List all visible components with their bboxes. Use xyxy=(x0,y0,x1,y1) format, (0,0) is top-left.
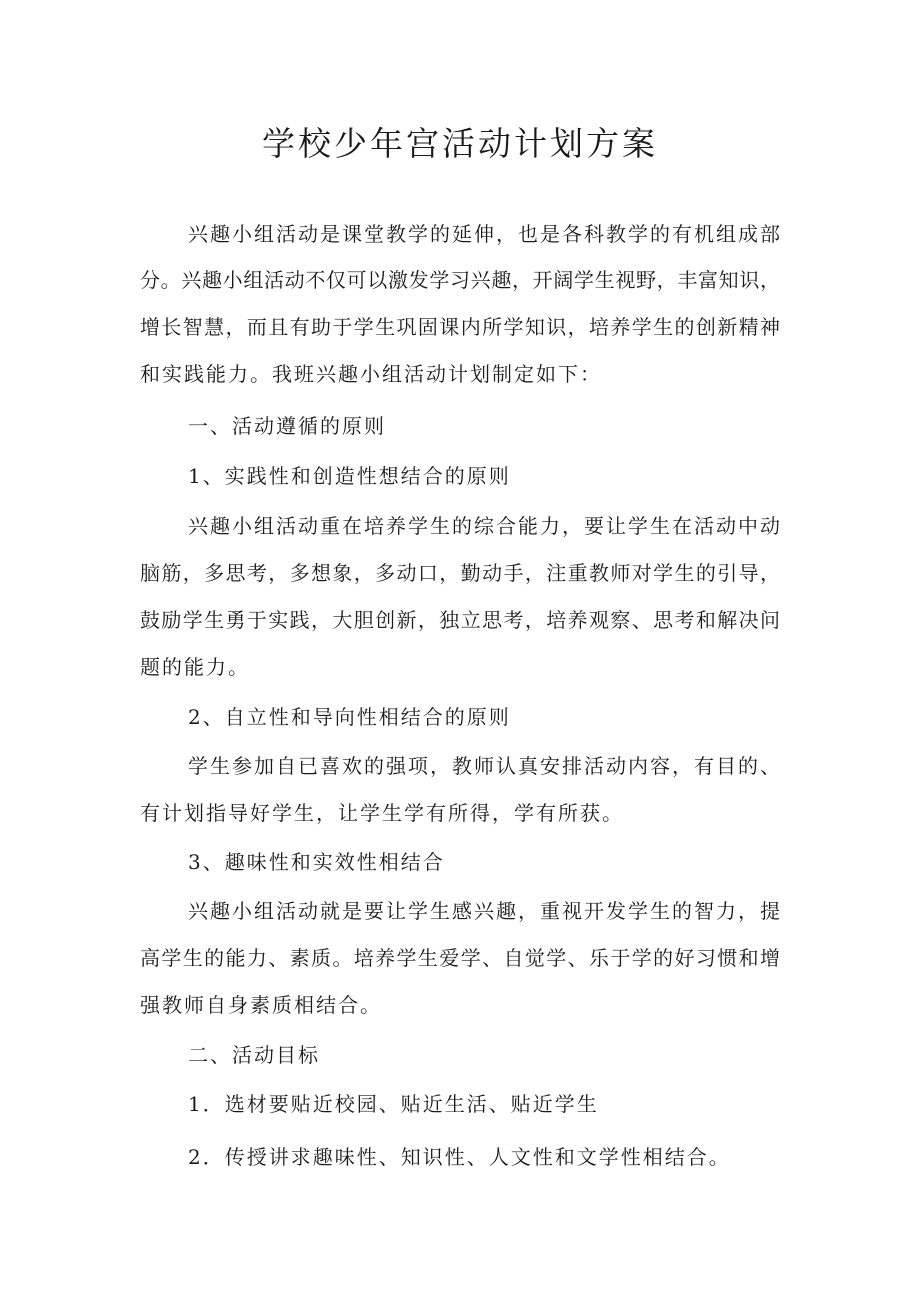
paragraph-line: 兴趣小组活动重在培养学生的综合能力，要让学生在活动中动 xyxy=(188,514,782,538)
paragraph-line: 兴趣小组活动是课堂教学的延伸，也是各科教学的有机组成部 xyxy=(188,222,782,246)
paragraph-line: 分。兴趣小组活动不仅可以激发学习兴趣，开阔学生视野，丰富知识， xyxy=(140,268,780,292)
section-heading: 一、活动遵循的原则 xyxy=(188,414,386,438)
subsection-heading: 3、趣味性和实效性相结合 xyxy=(188,850,445,874)
list-item: 1．选材要贴近校园、贴近生活、贴近学生 xyxy=(188,1092,599,1116)
section-heading: 二、活动目标 xyxy=(188,1043,320,1067)
subsection-heading: 1、实践性和创造性想结合的原则 xyxy=(188,464,511,488)
list-item: 2．传授讲求趣味性、知识性、人文性和文学性相结合。 xyxy=(188,1145,731,1169)
paragraph-line: 增长智慧，而且有助于学生巩固课内所学知识，培养学生的创新精神 xyxy=(140,315,780,339)
subsection-heading: 2、自立性和导向性相结合的原则 xyxy=(188,705,511,729)
document-title: 学校少年宫活动计划方案 xyxy=(262,124,658,163)
paragraph-line: 有计划指导好学生，让学生学有所得，学有所获。 xyxy=(140,801,624,825)
paragraph-line: 题的能力。 xyxy=(140,655,250,679)
paragraph-line: 学生参加自已喜欢的强项，教师认真安排活动内容，有目的、 xyxy=(188,754,782,778)
paragraph-line: 鼓励学生勇于实践，大胆创新，独立思考，培养观察、思考和解决问 xyxy=(140,608,780,632)
paragraph-line: 脑筋，多思考，多想象，多动口，勤动手，注重教师对学生的引导， xyxy=(140,561,780,585)
paragraph-line: 和实践能力。我班兴趣小组活动计划制定如下： xyxy=(140,362,602,386)
paragraph-line: 强教师自身素质相结合。 xyxy=(140,993,382,1017)
paragraph-line: 高学生的能力、素质。培养学生爱学、自觉学、乐于学的好习惯和增 xyxy=(140,946,780,970)
paragraph-line: 兴趣小组活动就是要让学生感兴趣，重视开发学生的智力，提 xyxy=(188,899,782,923)
